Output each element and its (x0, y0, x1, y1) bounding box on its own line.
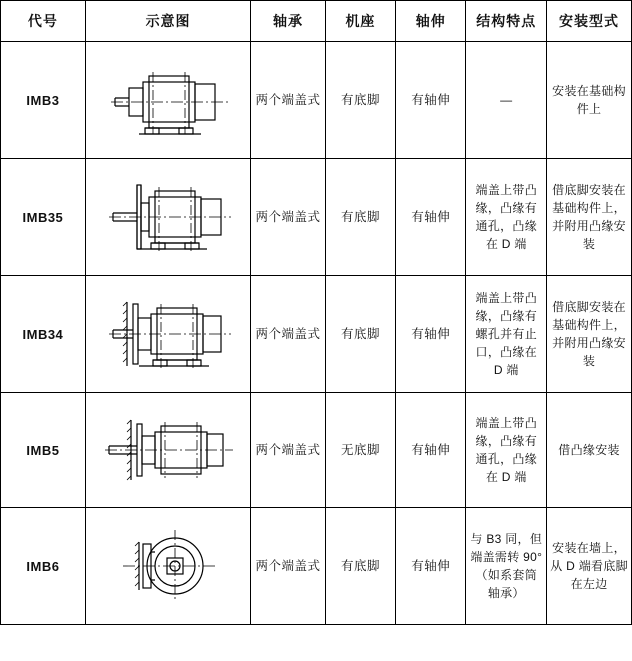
cell-diagram (85, 276, 251, 393)
table-row (1, 42, 632, 159)
motor-foot-mounted-diagram (89, 50, 248, 150)
column-header-diagram: 示意图 (85, 1, 251, 42)
table-header-row (1, 1, 632, 42)
cell-feature: 端盖上带凸缘，凸缘有通孔，凸缘在 D 端 (466, 393, 547, 508)
cell-shaft: 有轴伸 (396, 42, 466, 159)
motor-flange-mounted-diagram (89, 400, 248, 500)
cell-shaft: 有轴伸 (396, 276, 466, 393)
cell-code: IMB6 (1, 508, 86, 625)
cell-shaft: 有轴伸 (396, 508, 466, 625)
cell-bearing: 两个端盖式 (251, 159, 325, 276)
cell-diagram (85, 393, 251, 508)
cell-shaft: 有轴伸 (396, 159, 466, 276)
cell-bearing: 两个端盖式 (251, 508, 325, 625)
cell-feature: 与 B3 同，但端盖需转 90°（如系套筒轴承） (466, 508, 547, 625)
column-header-shaft: 轴伸 (396, 1, 466, 42)
cell-bearing: 两个端盖式 (251, 276, 325, 393)
table-row (1, 393, 632, 508)
table-row (1, 276, 632, 393)
cell-frame: 有底脚 (325, 508, 395, 625)
cell-feature: — (466, 42, 547, 159)
cell-diagram (85, 159, 251, 276)
column-header-frame: 机座 (325, 1, 395, 42)
cell-install: 借底脚安装在基础构件上，并附用凸缘安装 (547, 159, 632, 276)
cell-code: IMB34 (1, 276, 86, 393)
cell-code: IMB5 (1, 393, 86, 508)
cell-install: 安装在墙上，从 D 端看底脚在左边 (547, 508, 632, 625)
column-header-code: 代号 (1, 1, 86, 42)
table-row (1, 159, 632, 276)
cell-bearing: 两个端盖式 (251, 42, 325, 159)
cell-frame: 有底脚 (325, 159, 395, 276)
cell-install: 安装在基础构件上 (547, 42, 632, 159)
cell-diagram (85, 508, 251, 625)
cell-bearing: 两个端盖式 (251, 393, 325, 508)
cell-feature: 端盖上带凸缘，凸缘有通孔，凸缘在 D 端 (466, 159, 547, 276)
motor-foot-and-flange-threaded-hole-diagram (89, 284, 248, 384)
column-header-bearing: 轴承 (251, 1, 325, 42)
cell-shaft: 有轴伸 (396, 393, 466, 508)
cell-diagram (85, 42, 251, 159)
cell-install: 借底脚安装在基础构件上，并附用凸缘安装 (547, 276, 632, 393)
cell-code: IMB3 (1, 42, 86, 159)
column-header-install: 安装型式 (547, 1, 632, 42)
motor-foot-and-flange-through-hole-diagram (89, 167, 248, 267)
cell-frame: 有底脚 (325, 276, 395, 393)
cell-frame: 无底脚 (325, 393, 395, 508)
table-row (1, 508, 632, 625)
motor-wall-mounted-diagram (89, 516, 248, 616)
cell-feature: 端盖上带凸缘，凸缘有螺孔并有止口，凸缘在 D 端 (466, 276, 547, 393)
cell-install: 借凸缘安装 (547, 393, 632, 508)
cell-code: IMB35 (1, 159, 86, 276)
cell-frame: 有底脚 (325, 42, 395, 159)
column-header-feature: 结构特点 (466, 1, 547, 42)
